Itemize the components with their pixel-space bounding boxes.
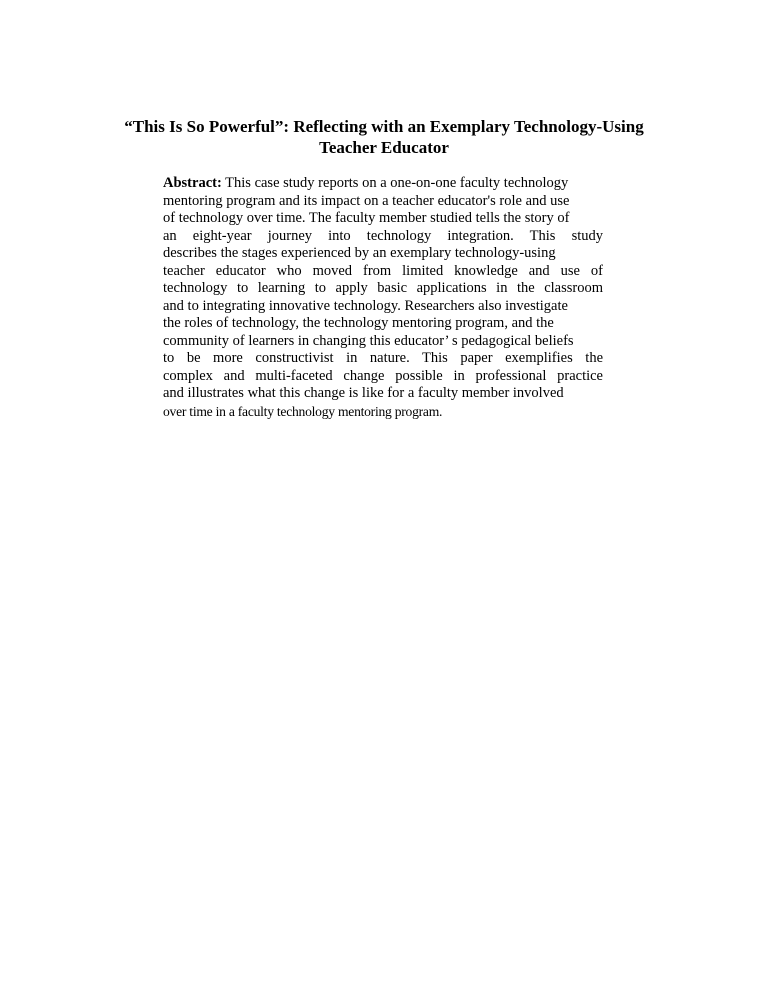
abstract-line-5: describes the stages experienced by an exemplary technology-using xyxy=(163,245,556,261)
abstract-line-14: over time in a faculty technology mentoring program. xyxy=(163,403,443,419)
abstract-line-2: mentoring program and its impact on a teacher educator's role and use xyxy=(163,192,570,209)
abstract-text: This case study reports on a one-on-one faculty technology xyxy=(221,175,569,191)
abstract-line-11: to be more constructivist in nature. This paper exemplifies the xyxy=(163,350,603,366)
abstract-line-13: and illustrates what this change is like for a faculty member involved xyxy=(163,385,564,401)
abstract-line-6: teacher educator who moved from limited knowledge and use of xyxy=(163,262,603,279)
abstract-line-4: an eight-year journey into technology integration. This study xyxy=(163,227,603,244)
abstract-label: Abstract: xyxy=(163,175,222,191)
abstract-line-7: technology to learning to apply basic applications in the classroom xyxy=(163,280,603,296)
paper-title-line-2: Teacher Educator xyxy=(319,138,449,157)
abstract xyxy=(163,175,603,420)
paper-title-line-1: “This Is So Powerful”: Reflecting with an Exemplary Technology-Using xyxy=(124,117,644,136)
abstract-line-8: and to integrating innovative technology. Researchers also investigate xyxy=(163,297,568,314)
abstract-line-10: community of learners in changing this educator’ s pedagogical beliefs xyxy=(163,332,574,349)
paper-title xyxy=(120,116,648,158)
abstract-line-9: the roles of technology, the technology mentoring program, and the xyxy=(163,315,554,331)
abstract-line-12: complex and multi-faceted change possible in professional practice xyxy=(163,367,603,384)
abstract-line-1 xyxy=(163,175,603,193)
abstract-line-3: of technology over time. The faculty member studied tells the story of xyxy=(163,210,570,226)
